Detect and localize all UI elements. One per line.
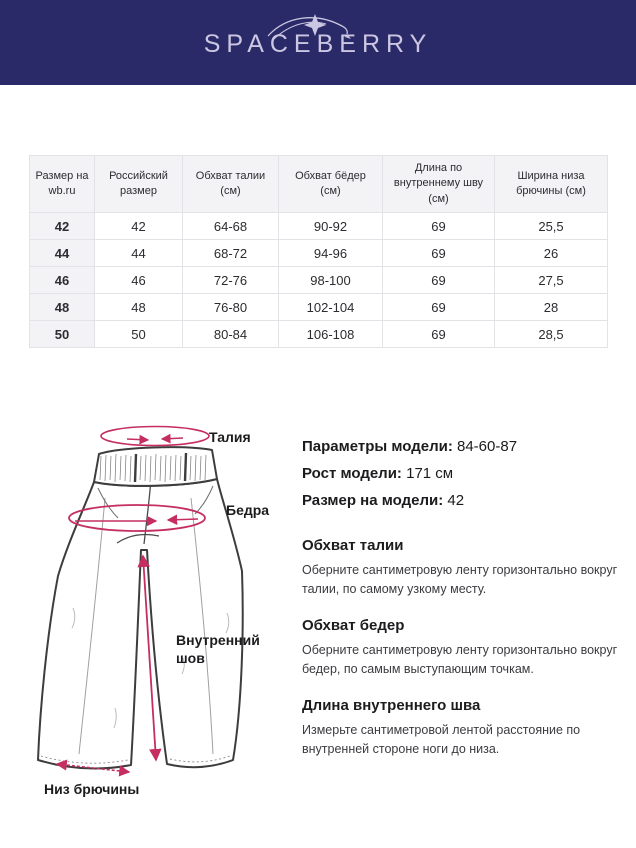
inseam-label: Внутренний шов (176, 632, 260, 667)
table-cell: 106-108 (279, 321, 383, 348)
model-params-label: Параметры модели: (302, 438, 453, 455)
model-size-value: 42 (447, 492, 465, 509)
table-cell: 69 (383, 267, 495, 294)
size-table (29, 155, 608, 348)
brand-logo (0, 0, 636, 85)
section-text: Оберните сантиметровую ленту горизонтально вокруг талии, по самому узкому месту. (302, 563, 618, 596)
table-cell: 50 (95, 321, 183, 348)
table-row (30, 294, 608, 321)
table-cell: 69 (383, 213, 495, 240)
table-row (30, 267, 608, 294)
table-row (30, 240, 608, 267)
brand-header (0, 0, 636, 85)
table-cell: 102-104 (279, 294, 383, 321)
section-title: Длина внутреннего шва (302, 697, 481, 714)
table-cell: 28,5 (495, 321, 608, 348)
table-row (30, 213, 608, 240)
table-cell: 50 (30, 321, 95, 348)
table-cell: 28 (495, 294, 608, 321)
table-cell: 64-68 (183, 213, 279, 240)
column-header: Ширина низа брючины (см) (495, 156, 608, 213)
measurement-info-column (302, 438, 620, 777)
model-size-label: Размер на модели: (302, 492, 444, 509)
table-cell: 94-96 (279, 240, 383, 267)
table-cell: 98-100 (279, 267, 383, 294)
section-text: Измерьте сантиметровой лентой расстояние по внутренней стороне ноги до низа. (302, 723, 581, 756)
column-header: Обхват талии (см) (183, 156, 279, 213)
table-header-row (30, 156, 608, 213)
waist-measure-ellipse (101, 427, 209, 446)
column-header: Обхват бёдер (см) (279, 156, 383, 213)
table-cell: 44 (95, 240, 183, 267)
model-size-line (302, 492, 620, 509)
section-inseam (302, 697, 620, 759)
table-cell: 48 (95, 294, 183, 321)
table-cell: 69 (383, 294, 495, 321)
table-cell: 42 (95, 213, 183, 240)
table-cell: 90-92 (279, 213, 383, 240)
table-cell: 69 (383, 240, 495, 267)
table-cell: 25,5 (495, 213, 608, 240)
table-cell: 80-84 (183, 321, 279, 348)
table-cell: 69 (383, 321, 495, 348)
table-cell: 27,5 (495, 267, 608, 294)
table-cell: 76-80 (183, 294, 279, 321)
column-header: Длина по внутреннему шву (см) (383, 156, 495, 213)
table-cell: 46 (30, 267, 95, 294)
brand-name: SPACEBERRY (203, 30, 433, 58)
section-hips (302, 617, 620, 679)
hips-label: Бедра (226, 502, 270, 518)
section-title: Обхват талии (302, 537, 404, 554)
table-cell: 26 (495, 240, 608, 267)
table-row (30, 321, 608, 348)
table-cell: 42 (30, 213, 95, 240)
hem-label: Низ брючины (44, 781, 140, 797)
model-params-line (302, 438, 620, 455)
section-title: Обхват бедер (302, 617, 405, 634)
model-height-line (302, 465, 620, 482)
pants-technical-sketch (15, 408, 295, 808)
column-header: Российский размер (95, 156, 183, 213)
model-height-value: 171 см (406, 465, 454, 482)
section-text: Оберните сантиметровую ленту горизонтально вокруг бедер, по самым выступающим точкам. (302, 643, 618, 676)
table-cell: 46 (95, 267, 183, 294)
table-cell: 68-72 (183, 240, 279, 267)
model-info (302, 438, 620, 509)
table-cell: 72-76 (183, 267, 279, 294)
table-cell: 44 (30, 240, 95, 267)
model-params-value: 84-60-87 (457, 438, 518, 455)
section-waist (302, 537, 620, 599)
table-cell: 48 (30, 294, 95, 321)
waist-label: Талия (209, 429, 251, 445)
model-height-label: Рост модели: (302, 465, 402, 482)
column-header: Размер на wb.ru (30, 156, 95, 213)
